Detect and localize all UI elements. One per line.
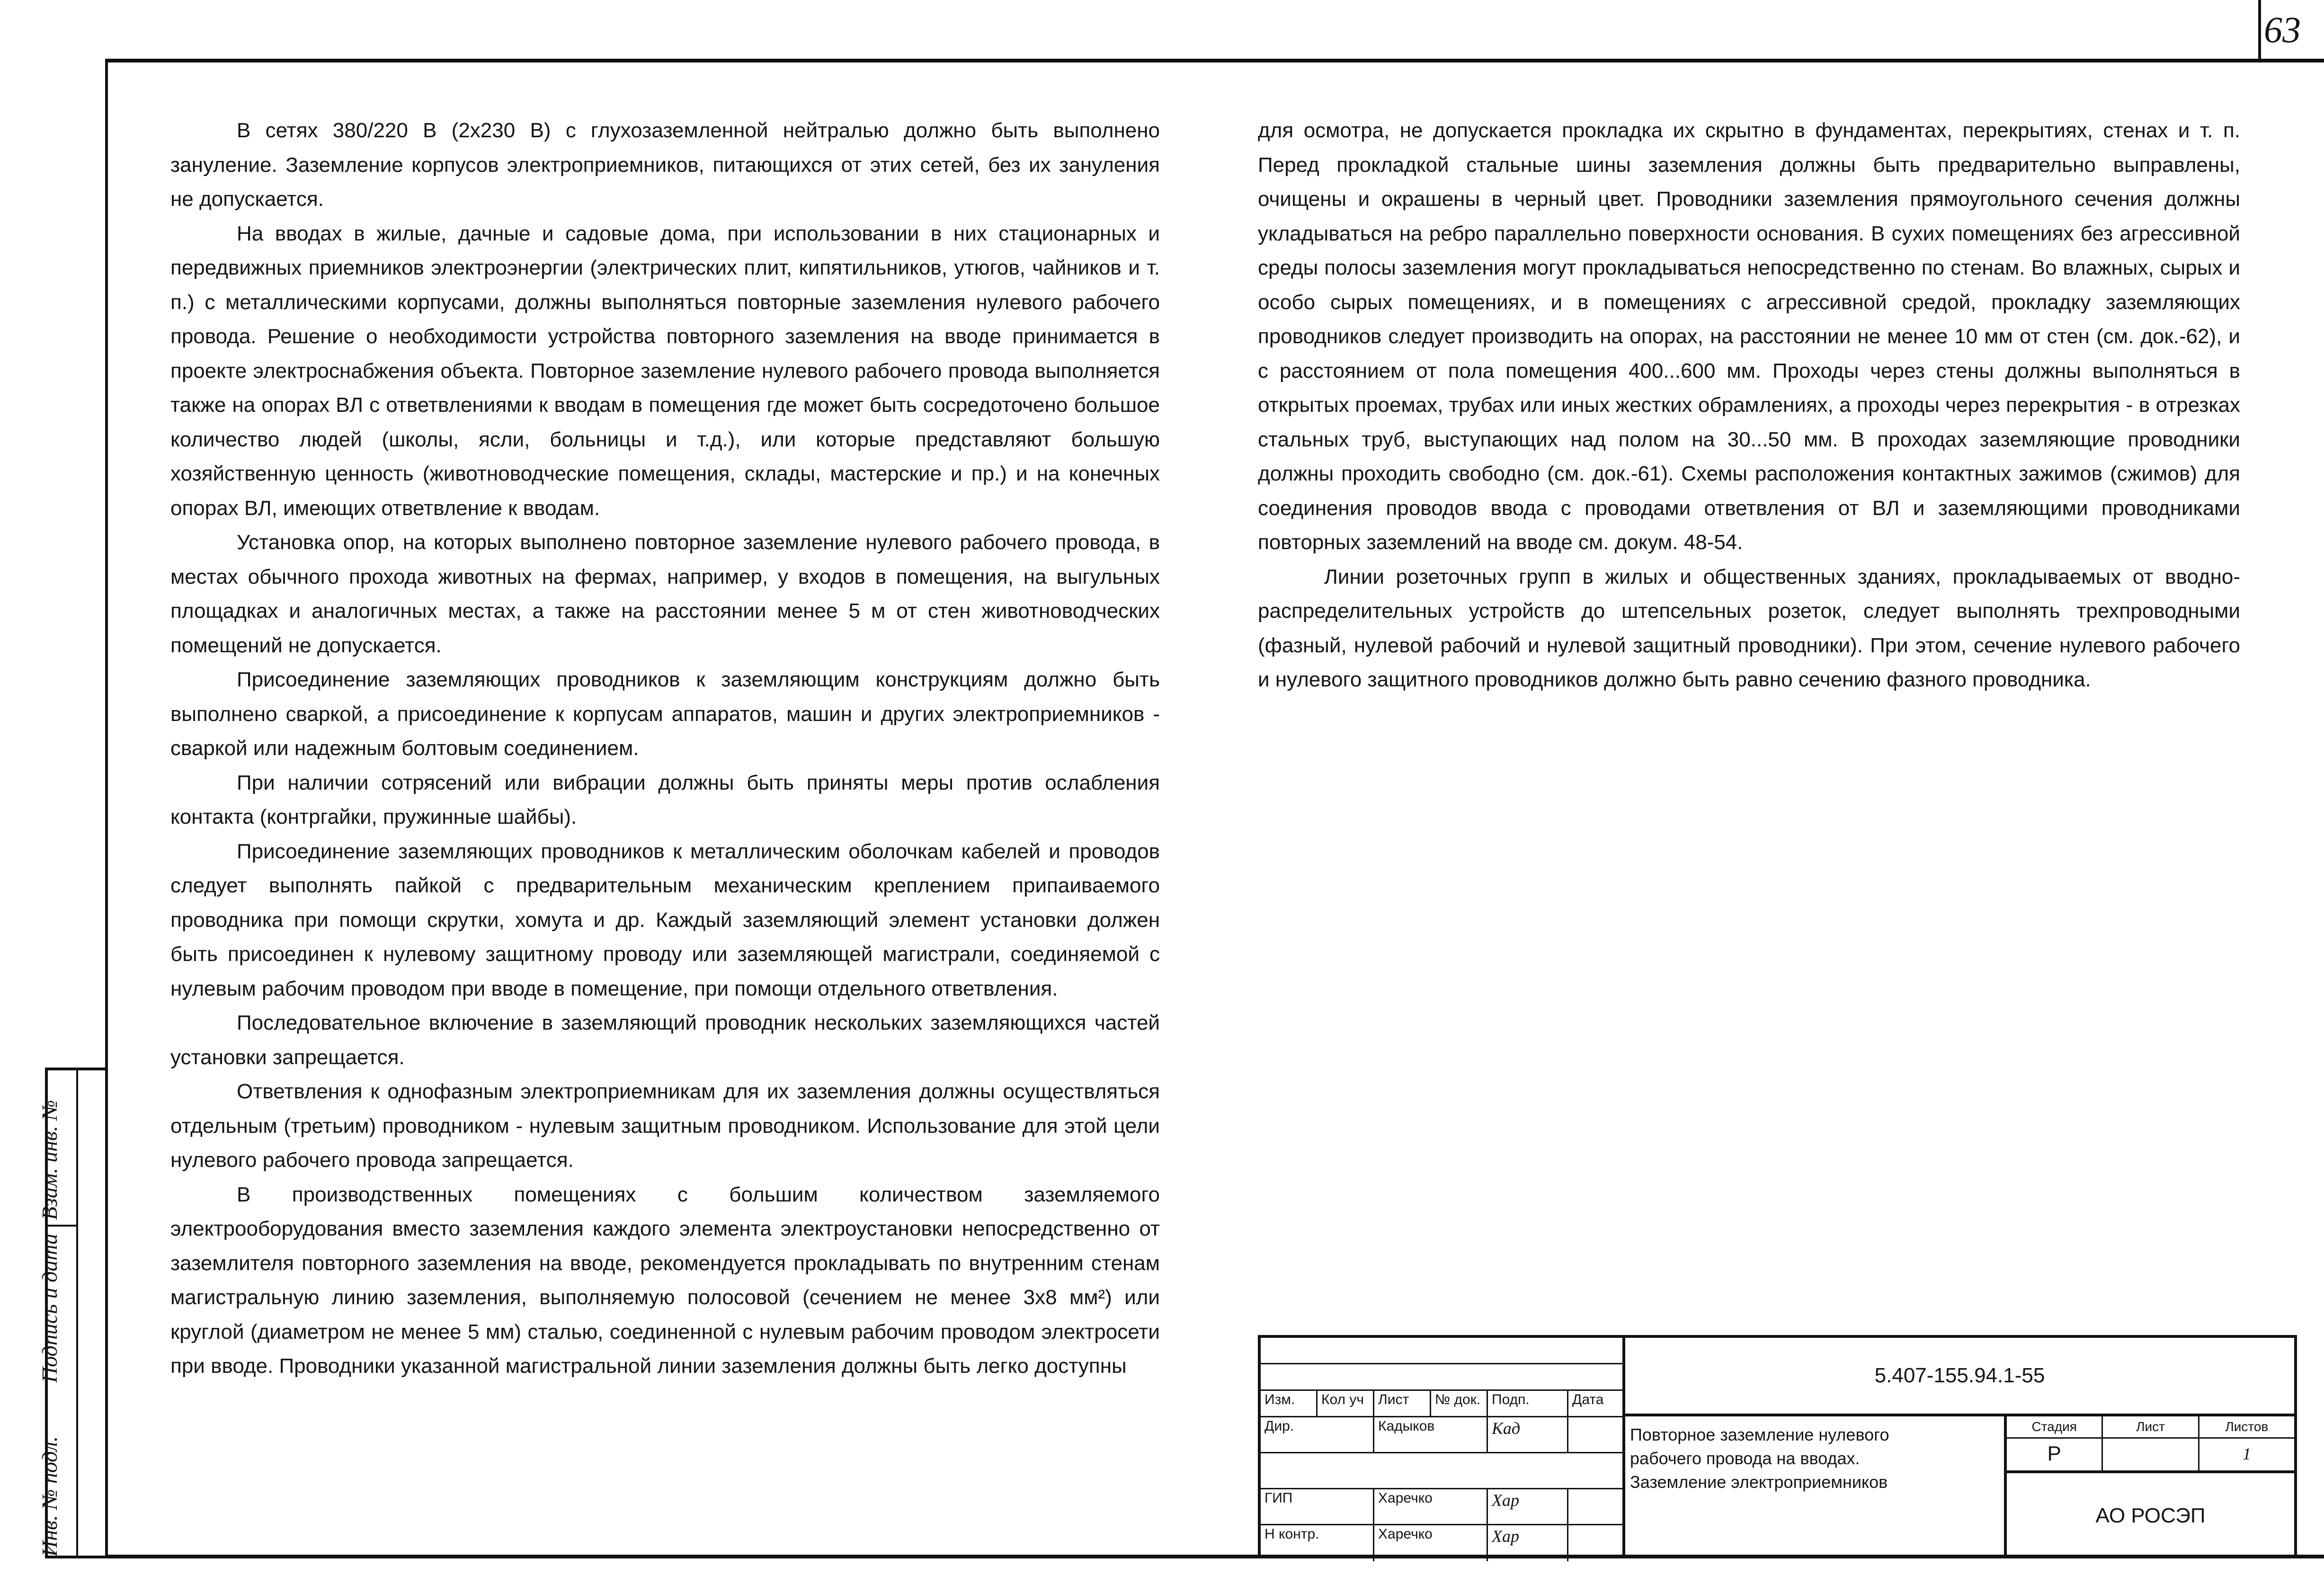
description-line: Заземление электроприемников	[1630, 1472, 1888, 1492]
signature: Хар	[1488, 1489, 1568, 1524]
stamp-divider	[76, 1070, 78, 1556]
right-text-column	[1258, 114, 2240, 697]
sheets-header: Листов	[2225, 1419, 2269, 1434]
name-cell: Харечко	[1374, 1489, 1488, 1524]
paragraph: При наличии сотрясений или вибрации должны быть приняты меры против ослабления контакта (контргайки, пружинные шайбы).	[170, 771, 1160, 828]
signatory-row	[1261, 1489, 1622, 1525]
organization-name: АО РОСЭП	[2004, 1473, 2294, 1558]
document-description	[1630, 1423, 1999, 1494]
role-cell: Дир.	[1261, 1417, 1374, 1452]
name-cell: Харечко	[1374, 1525, 1488, 1561]
signature: Хар	[1488, 1525, 1568, 1561]
revision-grid	[1261, 1338, 1625, 1558]
stamp-field-inventory: Инв. № подл.	[37, 1436, 62, 1557]
stage-table	[2004, 1416, 2294, 1473]
signature: Кад	[1488, 1417, 1568, 1452]
header-cell: Дата	[1572, 1392, 1604, 1407]
header-cell: Кол уч	[1318, 1391, 1374, 1416]
stage-header: Стадия	[2007, 1416, 2103, 1437]
margin-stamp	[37, 1068, 105, 1558]
role-cell: ГИП	[1261, 1489, 1374, 1524]
paragraph: В производственных помещениях с большим количеством заземляемого электрооборудования вместо заземления каждого элемента электроустановки непосредственно от заземлителя повторного заземления на вводе, рекомендуется прокладывать по внутренним стенам магистральную линию заземления, выполняемую полосовой (сечением не менее 3х8 мм²) или круглой (диаметром не менее 5 мм) сталью, соединенной с нулевым рабочим проводом электросети при вводе. Проводники указанной магистральной линии заземления должны быть легко доступны	[170, 1183, 1160, 1378]
header-cell: Лист	[1374, 1391, 1431, 1416]
sheets-value: 1	[2242, 1444, 2251, 1463]
header-cell: Изм.	[1261, 1391, 1318, 1416]
signatory-row	[1261, 1417, 1622, 1453]
paragraph: Линии розеточных групп в жилых и общественных зданиях, прокладываемых от вводно-распределительных устройств до штепсельных розеток, следует выполнять трехпроводными (фазный, нулевой рабочий и нулевой защитный проводники). При этом, сечение нулевого рабочего и нулевого защитного проводников должно быть равно сечению фазного проводника.	[1258, 565, 2240, 691]
title-block	[1258, 1335, 2297, 1558]
sheet-header: Лист	[2103, 1416, 2199, 1437]
signatory-row	[1261, 1525, 1622, 1561]
paragraph: Присоединение заземляющих проводников к заземляющим конструкциям должно быть выполнено сваркой, а присоединение к корпусам аппаратов, машин и других электроприемников - сваркой или надежным болтовым соединением.	[170, 668, 1160, 760]
header-cell: Подп.	[1488, 1391, 1568, 1416]
paragraph: Установка опор, на которых выполнено повторное заземление нулевого рабочего провода, в местах обычного прохода животных на фермах, например, у входов в помещения, на выгульных площадках и аналогичных местах, а также на расстоянии менее 5 м от стен животноводческих помещений не допускается.	[170, 531, 1160, 657]
description-line: рабочего провода на вводах.	[1630, 1449, 1860, 1468]
paragraph: Ответвления к однофазным электроприемникам для их заземления должны осуществляться отдельным (третьим) проводником - нулевым защитным проводником. Использование для этой цели нулевого рабочего провода запрещается.	[170, 1080, 1160, 1172]
stage-value: Р	[2007, 1437, 2103, 1470]
role-cell: Н контр.	[1261, 1525, 1374, 1561]
stamp-field-replaced-inventory: Взам. инв. №	[37, 1100, 62, 1220]
left-text-column	[170, 114, 1160, 1384]
revision-header-row	[1261, 1391, 1622, 1417]
description-line: Повторное заземление нулевого	[1630, 1425, 1889, 1444]
paragraph: На вводах в жилые, дачные и садовые дома, при использовании в них стационарных и передвижных приемников электроэнергии (электрических плит, кипятильников, утюгов, чайников и т. п.) с металлическими корпусами, должны выполняться повторные заземления нулевого рабочего провода. Решение о необходимости устройства повторного заземления на вводе принимается в проекте электроснабжения объекта. Повторное заземление нулевого рабочего провода выполняется также на опорах ВЛ с ответвлениями к вводам в помещения где может быть сосредоточено большое количество людей (школы, ясли, больницы и т.д.), или которые представляют большую хозяйственную ценность (животноводческие помещения, склады, мастерские и пр.) и на конечных опорах ВЛ, имеющих ответвление к вводам.	[170, 222, 1160, 520]
document-code: 5.407-155.94.1-55	[1625, 1338, 2294, 1416]
stamp-field-signature-date: Подпись и дата	[37, 1233, 62, 1383]
paragraph: Последовательное включение в заземляющий проводник нескольких заземляющихся частей установки запрещается.	[170, 1011, 1160, 1069]
paragraph: В сетях 380/220 В (2х230 В) с глухозаземленной нейтралью должно быть выполнено зануление. Заземление корпусов электроприемников, питающихся от этих сетей, без их зануления не допускается.	[170, 119, 1160, 211]
header-cell: № док.	[1431, 1391, 1488, 1416]
sheet-number: 63	[2264, 9, 2301, 50]
sheet-value	[2103, 1437, 2199, 1470]
paragraph: Присоединение заземляющих проводников к металлическим оболочкам кабелей и проводов следует выполнять пайкой с предварительным механическим креплением припаиваемого проводника при помощи скрутки, хомута и др. Каждый заземляющий элемент установки должен быть присоединен к нулевому защитному проводу или заземляющей магистрали, соединяемой с нулевым рабочим проводом при вводе в помещение, при помощи отдельного ответвления.	[170, 839, 1160, 1000]
paragraph: для осмотра, не допускается прокладка их скрытно в фундаментах, перекрытиях, стенах и т. п. Перед прокладкой стальные шины заземления должны быть предварительно выправлены, очищены и окрашены в черный цвет. Проводники заземления прямоугольного сечения должны укладываться на ребро параллельно поверхности основания. В сухих помещениях без агрессивной среды полосы заземления могут прокладываться непосредственно по стенам. Во влажных, сырых и особо сырых помещениях, и в помещениях с агрессивной средой, прокладку заземляющих проводников следует производить на опорах, на расстоянии не менее 10 мм от стен (см. док.-62), и с расстоянием от пола помещения 400...600 мм. Проходы через стены должны выполняться в открытых проемах, трубах или иных жестких обрамлениях, а проходы через перекрытия - в отрезках стальных труб, выступающих над полом на 30...50 мм. В проходах заземляющие проводники должны проходить свободно (см. док.-61). Схемы расположения контактных зажимов (сжимов) для соединения проводов ввода с проводами ответвления от ВЛ и заземляющими проводниками повторных заземлений на вводе см. докум. 48-54.	[1258, 119, 2240, 554]
name-cell: Кадыков	[1374, 1417, 1488, 1452]
